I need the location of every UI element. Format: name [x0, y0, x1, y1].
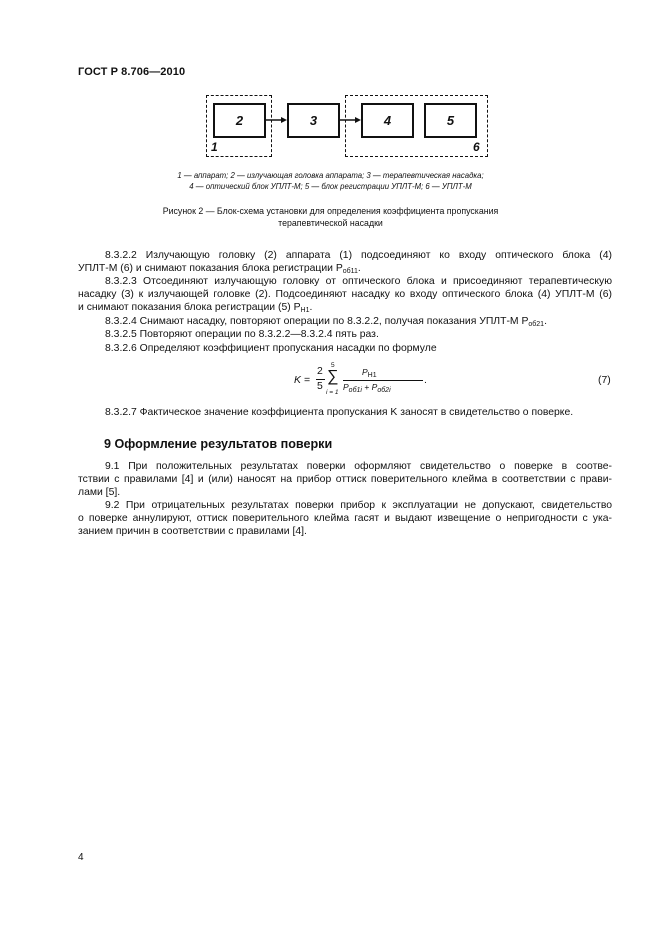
para-92-line-1: 9.2 При отрицательных результатах поверки прибор к эксплуатации не допускают, свидетельство — [105, 500, 612, 511]
formula-dot: . — [424, 375, 427, 386]
para-92-line-3: занием причин в соответствии с правилами [4]. — [78, 526, 307, 537]
para-91-line-3: лами [5]. — [78, 487, 121, 498]
formula-fraction-bar — [343, 380, 423, 381]
formula-number: (7) — [598, 375, 611, 386]
formula-sum-bottom: i = 1 — [326, 389, 339, 396]
para-91-line-1: 9.1 При положительных результатах поверки оформляют свидетельство о поверке в соотве- — [105, 461, 612, 472]
para-8324: 8.3.2.4 Снимают насадку, повторяют операции по 8.3.2.2, получая показания УПЛТ-М $P_{об21}$. — [105, 316, 547, 328]
block-registration-unit: 5 — [424, 103, 477, 138]
formula-numerator: $P_{Н1}$ — [362, 367, 377, 379]
formula-7 — [290, 362, 430, 402]
para-8323-line-3: и снимают показания блока регистрации (5) $P_{Н1}$. — [78, 302, 313, 314]
section-9-title: 9 Оформление результатов поверки — [104, 437, 333, 451]
block-emitting-head: 2 — [213, 103, 266, 138]
sigma-icon: ∑ — [327, 368, 339, 385]
page-number: 4 — [78, 852, 84, 863]
para-91-line-2: тствии с правилами [4] и (или) наносят на прибор оттиск поверительного клейма в соответствии с прави- — [78, 474, 612, 485]
group-label-uplt: 6 — [473, 140, 480, 154]
document-code: ГОСТ Р 8.706—2010 — [78, 66, 186, 78]
formula-denominator: $P_{об1i} + P_{об2i}$ — [343, 382, 391, 394]
block-optical-unit: 4 — [361, 103, 414, 138]
group-label-apparatus: 1 — [211, 140, 218, 154]
block-nozzle: 3 — [287, 103, 340, 138]
formula-coef-num: 2 — [317, 366, 323, 377]
formula-sum-top: 5 — [331, 362, 335, 369]
para-8325: 8.3.2.5 Повторяют операции по 8.3.2.2—8.3.2.4 пять раз. — [105, 329, 379, 340]
para-8323-line-2: насадку (3) к излучающей головке (2). Подсоединяют насадку ко входу оптического блока (4) УПЛТ-М (6) — [78, 289, 612, 300]
figure-legend-line-2: 4 — оптический блок УПЛТ-М; 5 — блок регистрации УПЛТ-М; 6 — УПЛТ-М — [189, 182, 472, 191]
figure-title-line-2: терапевтической насадки — [278, 218, 383, 228]
figure-title-line-1: Рисунок 2 — Блок-схема установки для определения коэффициента пропускания — [162, 206, 499, 216]
formula-lhs: K = — [294, 375, 310, 386]
para-8323-line-1: 8.3.2.3 Отсоединяют излучающую головку от оптического блока и присоединяют терапевтическую — [105, 276, 612, 287]
para-8326: 8.3.2.6 Определяют коэффициент пропускания насадки по формуле — [105, 343, 437, 354]
para-92-line-2: о поверке аннулируют, оттиск поверительного клейма гасят и выдают извещение о непригодности с ука- — [78, 513, 612, 524]
para-8322-line-1: 8.3.2.2 Излучающую головку (2) аппарата (1) подсоединяют ко входу оптического блока (4) — [105, 250, 612, 261]
formula-coef-den: 5 — [317, 381, 323, 392]
connection-arrows — [260, 110, 370, 130]
para-8322-line-2: УПЛТ-М (6) и снимают показания блока регистрации $P_{об11}$. — [78, 263, 361, 275]
formula-coef-bar — [316, 379, 325, 380]
para-8327: 8.3.2.7 Фактическое значение коэффициента пропускания K заносят в свидетельство о поверке. — [105, 407, 574, 418]
figure-legend-line-1: 1 — аппарат; 2 — излучающая головка аппарата; 3 — терапевтическая насадка; — [177, 171, 484, 180]
